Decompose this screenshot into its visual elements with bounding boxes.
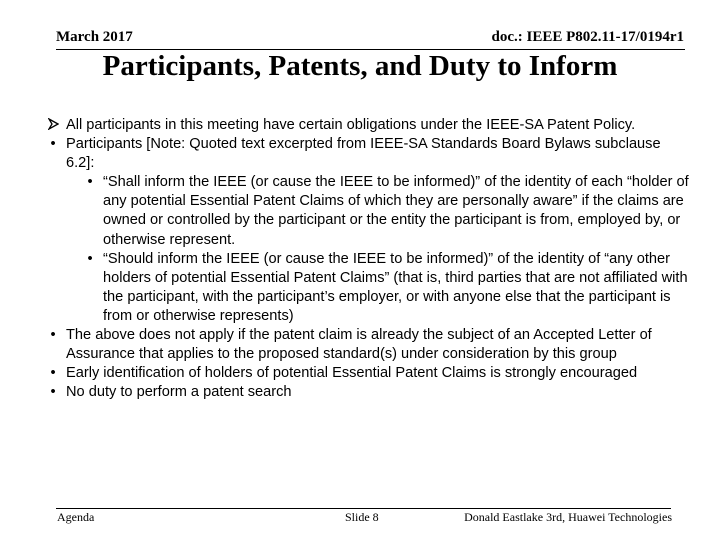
bullet-icon: • xyxy=(50,384,56,401)
arrow-list-item xyxy=(44,116,690,135)
bullet-icon: • xyxy=(50,327,56,344)
shall-inform-text: “Shall inform the IEEE (or cause the IEEE to be informed)” of the identity of each “holder of any potential Essential Patent Claims of which they are personally aware” if the claims are owned or controlled by the participant or the entity the participant is from, employed by, or otherwise represent. xyxy=(103,174,689,248)
should-inform-text: “Should inform the IEEE (or cause the IEEE to be informed)” of the identity of “any other holders of potential Essential Patent Claims” (that is, third parties that are not affiliated with the participant, with the participant’s employer, or with anyone else that the participant is from or otherwise represents) xyxy=(103,250,688,324)
bullet-icon: • xyxy=(50,136,56,153)
no-search-duty-text: No duty to perform a patent search xyxy=(66,384,292,401)
bullet-item-early-identification xyxy=(44,364,690,383)
bullet-item-participants xyxy=(44,135,690,173)
early-identification-text: Early identification of holders of potential Essential Patent Claims is strongly encouraged xyxy=(66,365,638,382)
bullet-icon: • xyxy=(50,365,56,382)
bullet-item-loa xyxy=(44,326,690,364)
policy-obligations-text: All participants in this meeting have certain obligations under the IEEE-SA Patent Policy. xyxy=(66,117,636,133)
bullet-icon: • xyxy=(87,174,93,191)
footer-agenda: Agenda xyxy=(57,510,95,524)
bullet-icon: • xyxy=(87,250,93,267)
header-doc-id: doc.: IEEE P802.11-17/0194r1 xyxy=(491,29,684,45)
footer-slide-number: Slide 8 xyxy=(345,510,379,524)
arrow-bullet-glyph xyxy=(48,118,59,130)
participants-note-text: Participants [Note: Quoted text excerpted from IEEE-SA Standards Board Bylaws subclause 6.2]: xyxy=(66,136,661,172)
loa-exception-text: The above does not apply if the patent claim is already the subject of an Accepted Letter of Assurance that applies to the proposed standard(s) under consideration by this group xyxy=(66,327,652,363)
arrow-bullet-icon xyxy=(44,116,62,135)
sub-bullet-should-inform xyxy=(81,250,690,326)
slide-body xyxy=(44,116,690,402)
footer-author: Donald Eastlake 3rd, Huawei Technologies xyxy=(464,510,672,524)
bullet-item-no-search xyxy=(44,383,690,402)
header-date: March 2017 xyxy=(56,29,133,45)
slide-title: Participants, Patents, and Duty to Inform xyxy=(102,50,618,82)
sub-bullet-shall-inform xyxy=(81,173,690,249)
footer-divider xyxy=(56,508,671,509)
